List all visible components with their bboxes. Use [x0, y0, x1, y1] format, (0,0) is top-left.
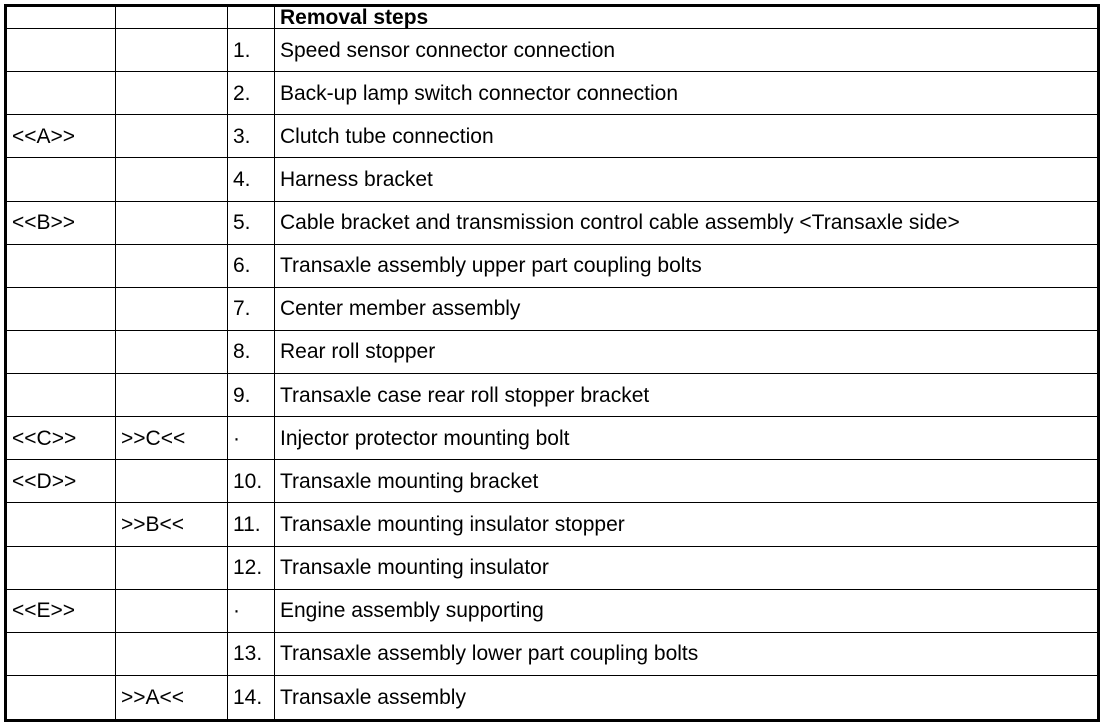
header-title-removal-steps: Removal steps: [275, 6, 1099, 29]
step-description-cell: Cable bracket and transmission control cable assembly <Transaxle side>: [275, 201, 1099, 244]
step-number-cell: 13.: [228, 632, 275, 675]
step-description-cell: Transaxle assembly: [275, 675, 1099, 720]
install-mark-cell: [6, 374, 116, 417]
removal-mark-cell: [116, 460, 228, 503]
install-mark-cell: <<B>>: [6, 201, 116, 244]
step-number-cell: 3.: [228, 115, 275, 158]
removal-mark-cell: [116, 115, 228, 158]
install-mark-cell: [6, 72, 116, 115]
removal-mark-cell: [116, 244, 228, 287]
step-description-cell: Transaxle case rear roll stopper bracket: [275, 374, 1099, 417]
table-row: [6, 460, 1099, 503]
removal-mark-cell: [116, 29, 228, 72]
step-description-cell: Injector protector mounting bolt: [275, 417, 1099, 460]
step-description-cell: Transaxle mounting bracket: [275, 460, 1099, 503]
step-number-cell: ·: [228, 417, 275, 460]
header-cell-blank-1: [6, 6, 116, 29]
table-row: [6, 201, 1099, 244]
install-mark-cell: <<A>>: [6, 115, 116, 158]
table-header-row: [6, 6, 1099, 29]
table-row: [6, 72, 1099, 115]
table-row: [6, 29, 1099, 72]
removal-mark-cell: [116, 158, 228, 201]
removal-mark-cell: >>A<<: [116, 675, 228, 720]
install-mark-cell: [6, 330, 116, 373]
table-row: [6, 374, 1099, 417]
table-row: [6, 675, 1099, 720]
removal-mark-cell: [116, 330, 228, 373]
step-number-cell: 11.: [228, 503, 275, 546]
table-row: [6, 158, 1099, 201]
install-mark-cell: [6, 29, 116, 72]
install-mark-cell: <<C>>: [6, 417, 116, 460]
removal-mark-cell: >>B<<: [116, 503, 228, 546]
install-mark-cell: [6, 287, 116, 330]
table-body: [6, 29, 1099, 721]
table-row: [6, 589, 1099, 632]
removal-mark-cell: [116, 201, 228, 244]
install-mark-cell: [6, 158, 116, 201]
step-description-cell: Engine assembly supporting: [275, 589, 1099, 632]
step-number-cell: ·: [228, 589, 275, 632]
step-description-cell: Transaxle mounting insulator: [275, 546, 1099, 589]
table-row: [6, 417, 1099, 460]
step-description-cell: Clutch tube connection: [275, 115, 1099, 158]
removal-mark-cell: [116, 632, 228, 675]
step-description-cell: Transaxle assembly upper part coupling bolts: [275, 244, 1099, 287]
install-mark-cell: [6, 632, 116, 675]
removal-mark-cell: [116, 546, 228, 589]
step-description-cell: Transaxle assembly lower part coupling bolts: [275, 632, 1099, 675]
removal-mark-cell: [116, 589, 228, 632]
table-row: [6, 503, 1099, 546]
table-row: [6, 632, 1099, 675]
step-number-cell: 8.: [228, 330, 275, 373]
step-number-cell: 4.: [228, 158, 275, 201]
table-row: [6, 244, 1099, 287]
table-row: [6, 546, 1099, 589]
step-description-cell: Rear roll stopper: [275, 330, 1099, 373]
step-number-cell: 12.: [228, 546, 275, 589]
install-mark-cell: <<E>>: [6, 589, 116, 632]
step-number-cell: 14.: [228, 675, 275, 720]
install-mark-cell: [6, 244, 116, 287]
install-mark-cell: [6, 503, 116, 546]
step-description-cell: Transaxle mounting insulator stopper: [275, 503, 1099, 546]
install-mark-cell: <<D>>: [6, 460, 116, 503]
header-cell-blank-2: [116, 6, 228, 29]
step-number-cell: 2.: [228, 72, 275, 115]
removal-mark-cell: [116, 374, 228, 417]
step-description-cell: Back-up lamp switch connector connection: [275, 72, 1099, 115]
table-row: [6, 330, 1099, 373]
install-mark-cell: [6, 546, 116, 589]
step-number-cell: 7.: [228, 287, 275, 330]
header-cell-blank-3: [228, 6, 275, 29]
install-mark-cell: [6, 675, 116, 720]
removal-steps-table: [4, 4, 1100, 722]
removal-steps-table-container: [4, 4, 1100, 722]
removal-mark-cell: [116, 72, 228, 115]
removal-mark-cell: >>C<<: [116, 417, 228, 460]
step-description-cell: Speed sensor connector connection: [275, 29, 1099, 72]
step-description-cell: Center member assembly: [275, 287, 1099, 330]
step-number-cell: 5.: [228, 201, 275, 244]
step-number-cell: 10.: [228, 460, 275, 503]
removal-mark-cell: [116, 287, 228, 330]
table-row: [6, 287, 1099, 330]
step-number-cell: 1.: [228, 29, 275, 72]
table-row: [6, 115, 1099, 158]
step-description-cell: Harness bracket: [275, 158, 1099, 201]
step-number-cell: 6.: [228, 244, 275, 287]
step-number-cell: 9.: [228, 374, 275, 417]
